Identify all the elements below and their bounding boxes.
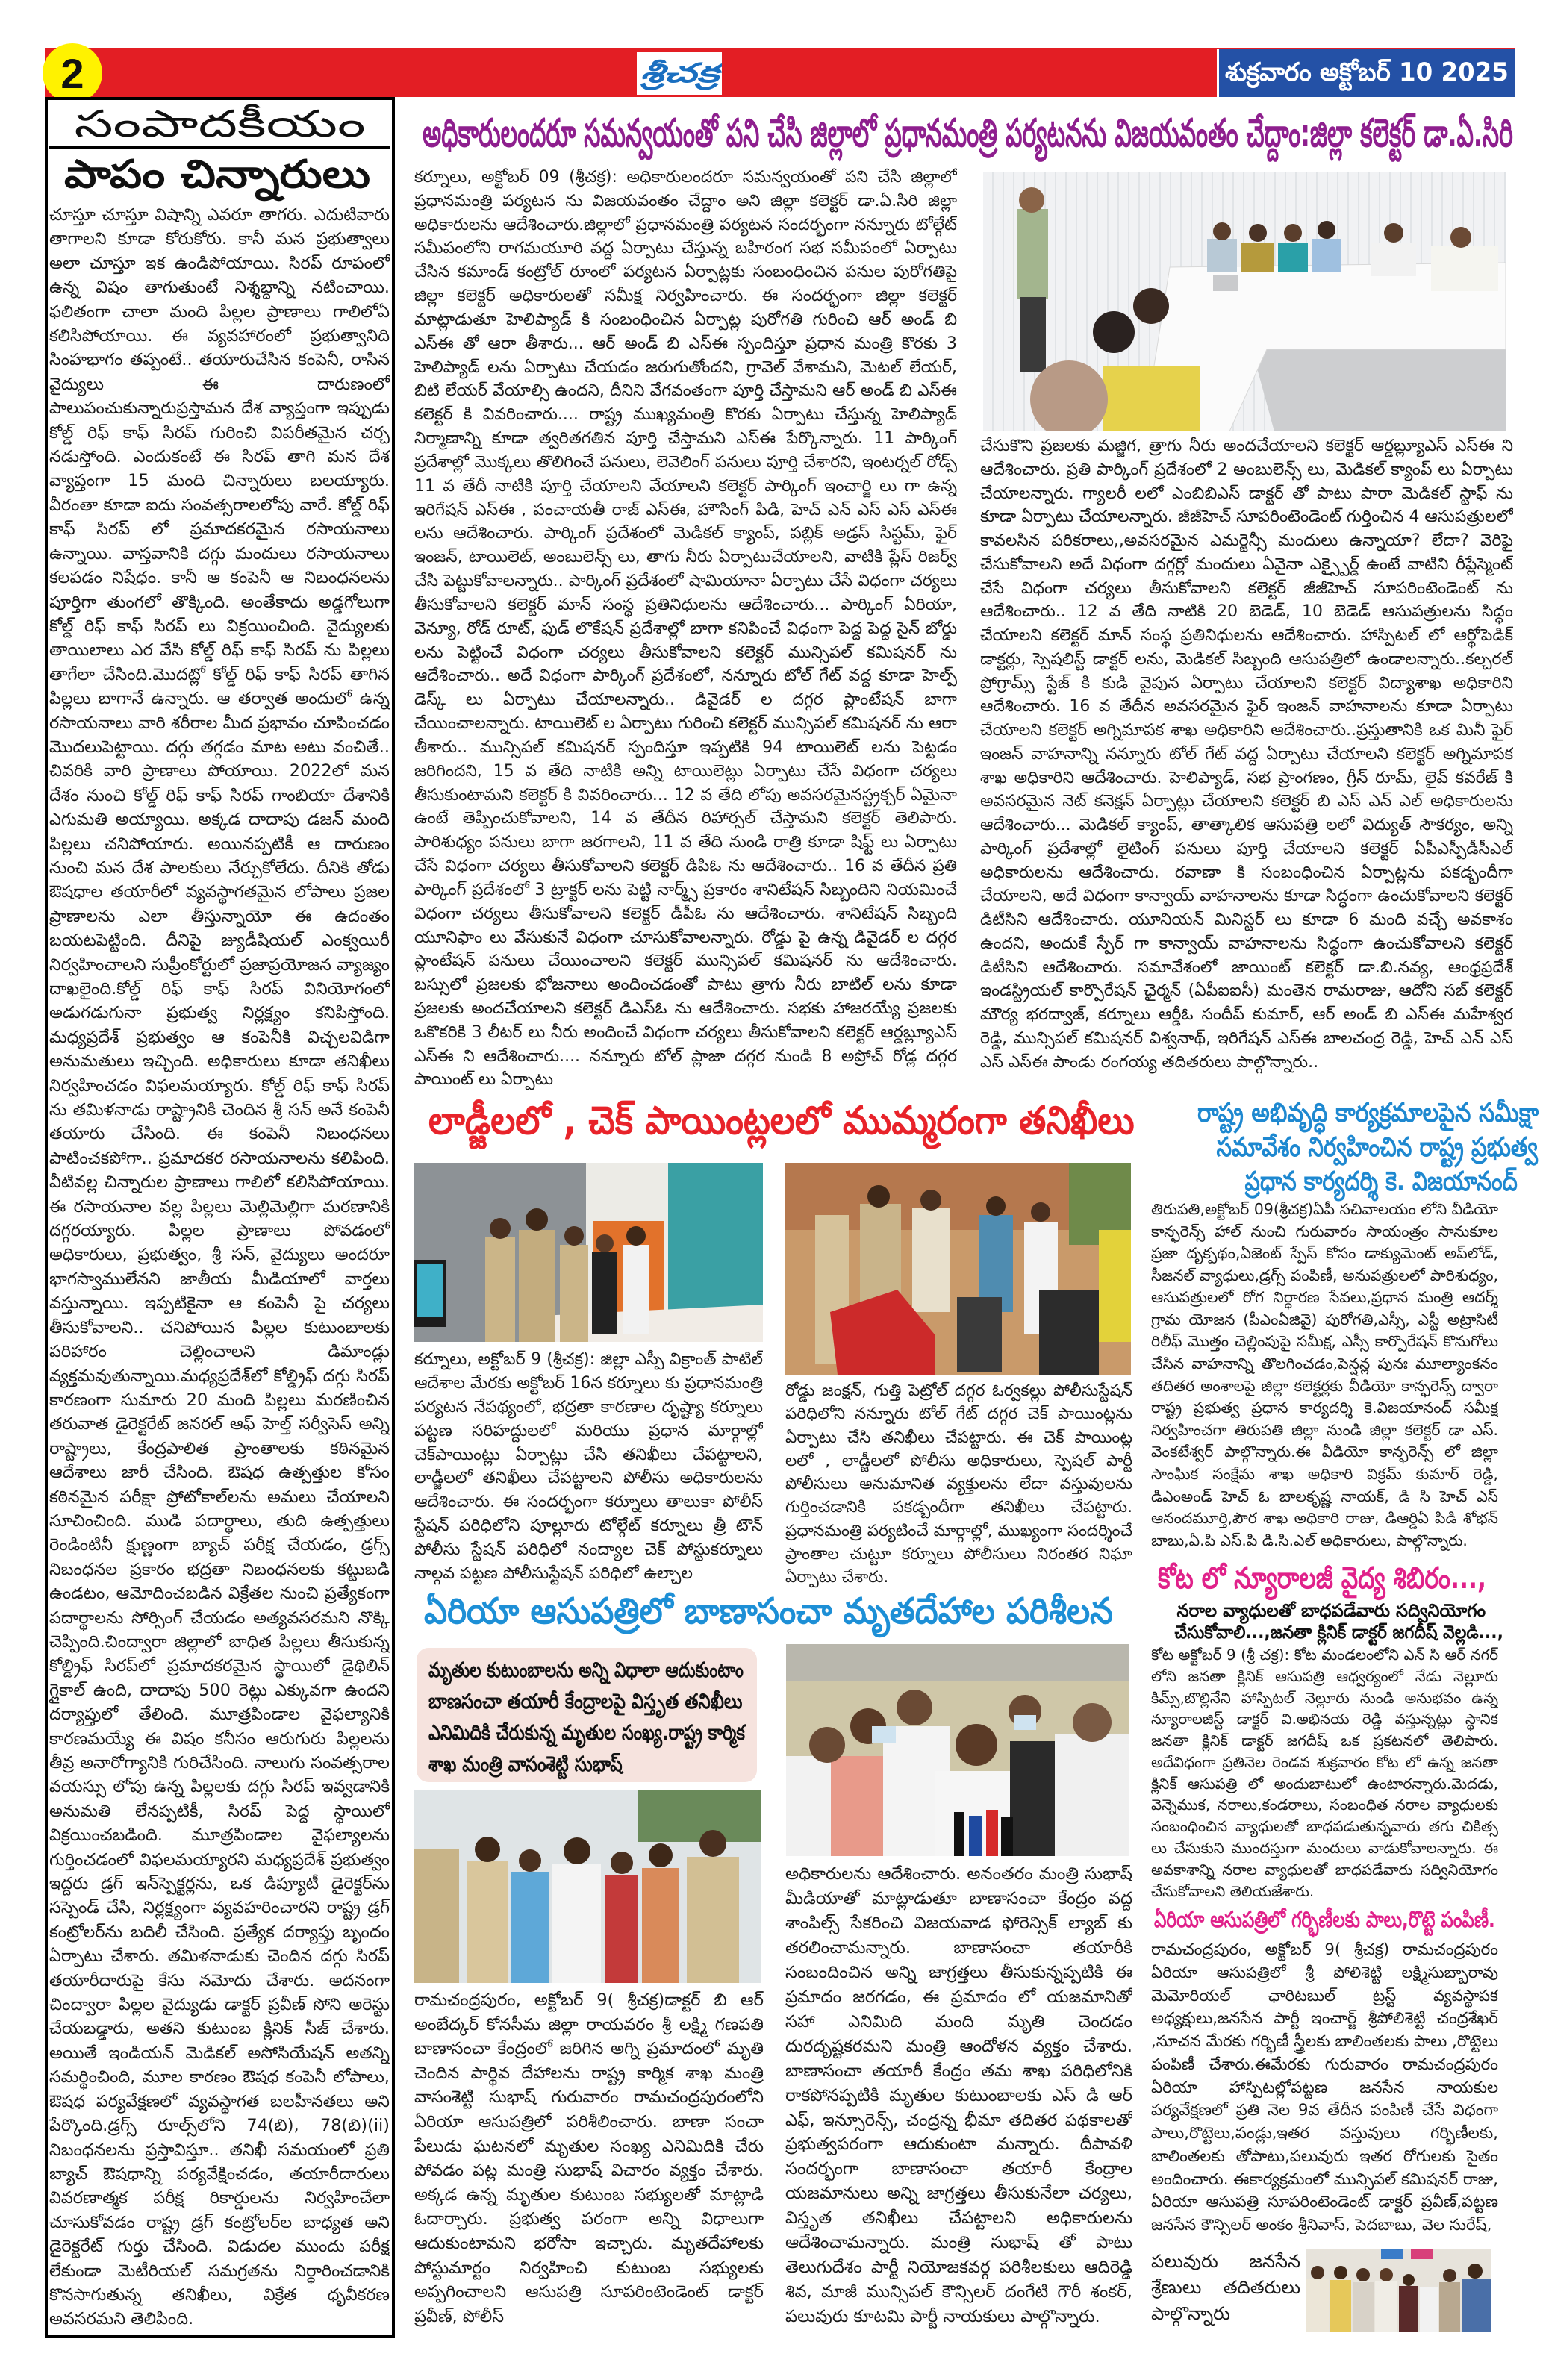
person-orange-shirt (642, 1868, 679, 1983)
head (564, 1226, 584, 1246)
editorial-section-title: సంపాదకీయం (74, 102, 367, 146)
head (1403, 2274, 1415, 2286)
review-meeting-headline-line-1: రాష్ట్ర అభివృద్ధి కార్యక్రమాలపైన సమీక్షా (1197, 1098, 1539, 1128)
face-mask (1014, 1715, 1036, 1730)
civilian-yellow-shirt (1099, 1230, 1131, 1342)
microphone (1001, 1817, 1013, 1856)
head (1380, 2268, 1393, 2281)
minister (552, 1864, 601, 1983)
editorial-body: చూస్తూ చూస్తూ విషాన్ని ఎవరూ తాగరు. ఎదుటివారు తాగాలని కూడా కోరుకోరు. కానీ మన ప్రభుత్వాలు అలా చూస్తూ ఇక ఉండిపోయాయి. సిరప్ రూపంలో ఉన్న విషం తాగుతుంటే నిశ్శబ్దాన్ని నటించాయి. ఫలితంగా చాలా మంది పిల్లల ప్రాణాలు గాలిలోఏ కలిసిపోయాయి. ఈ వ్యవహారంలో ప్రభుత్వానిది సింహభాగం తప్పంటే.. తయారుచేసిన కంపెనీ, రాసిన వైద్యులు ఈ దారుణంలో పాలుపంచుకున్నారుప్రస్తామన దేశ వ్యాప్తంగా ఇప్పుడు కోల్డ్ రిఫ్ కాఫ్ సిరప్ గురించి విపరీతమైన చర్చ నడుస్తోంది. ఎందుకంటే ఈ సిరప్ తాగి మన దేశ వ్యాప్తంగా 15 మంది చిన్నారులు బలయ్యారు. వీరంతా కూడా ఐదు సంవత్సరాలలోపు వారే. కోల్డ్ రిఫ్ కాఫ్ సిరప్ లో ప్రమాదకరమైన రసాయనాలు ఉన్నాయి. వాస్తవానికి దగ్గు మందులు రసాయనాలు కలపడం నిషేధం. కానీ ఆ కంపెనీ ఆ నిబంధనలను పూర్తిగా తుంగలో తొక్కింది. అంతేకాదు అడ్డగోలుగా కోల్డ్ రిఫ్ కాఫ్ సిరప్ లు విక్రయించింది. వైద్యులకు తాయిలాలు ఎర వేసి కోల్డ్ రిఫ్ కాఫ్ సిరప్ ను పిల్లలు తాగేలా చేసింది.మొదట్లో కోల్డ్ రిఫ్ కాఫ్ సిరప్ తాగిన పిల్లలు బాగానే ఉన్నారు. ఆ తర్వాత అందులో ఉన్న రసాయనాలు వారి శరీరాల మీద ప్రభావం చూపించడం మొదలుపెట్టాయి. దగ్గు తగ్గడం మాట అటు వంచితే.. చివరికి వారి ప్రాణాలు పోయాయి. 2022లో మన దేశం నుంచి కోల్డ్ రిఫ్ కాఫ్ సిరప్ గాంబియా దేశానికి ఎగుమతి అయ్యాయి. అక్కడ దాదాపు డజన్ మంది పిల్లలు చనిపోయారు. అయినప్పటికీ ఆ దారుణం నుంచి మన దేశ పాలకులు నేర్చుకోలేదు. దీనికి తోడు ఔషధాల తయారీలో వ్యవస్థాగతమైన లోపాలు ప్రజల ప్రాణాలను ఎలా తీస్తున్నాయో ఈ ఉదంతం బయటపెట్టింది. దీనిపై జ్యుడీషియల్ ఎంక్వయిరీ నిర్వహించాలని సుప్రీంకోర్టులో ప్రజాప్రయోజన వ్యాజ్యం దాఖలైంది.కోల్డ్ రిఫ్ కాఫ్ సిరప్ వినియోగంలో అడుగడుగునా ప్రభుత్వ నిర్లక్ష్యం కనిపిస్తోంది. మధ్యప్రదేశ్ ప్రభుత్వం ఆ కంపెనీకి విచ్చలవిడిగా అనుమతులు ఇచ్చింది. అధికారులు కూడా తనిఖీలు నిర్వహించడం విఫలమయ్యారు. కోల్డ్ రిఫ్ కాఫ్ సిరప్ ను తమిళనాడు రాష్ట్రానికి చెందిన శ్రీ సన్ అనే కంపెనీ తయారు చేసింది. ఈ కంపెనీ నిబంధనలు పాటించకపోగా.. ప్రమాదకర రసాయనాలను కలిపింది. వీటివల్ల చిన్నారుల ప్రాణాలు గాలిలో కలిసిపోయాయి. ఈ రసాయనాల వల్ల పిల్లలు మెల్లిమెల్లిగా మరణానికి దగ్గరయ్యారు. పిల్లల ప్రాణాలు పోవడంలో అధికారులు, ప్రభుత్వం, శ్రీ సన్, వైద్యులు అందరూ భాగస్వాములేనని జాతీయ మీడియాలో వార్తలు వస్తున్నాయి. ఇప్పటికైనా ఆ కంపెనీ పై చర్యలు తీసుకోవాలని.. చనిపోయిన పిల్లల కుటుంబాలకు పరిహారం చెల్లించాలని డిమాండ్లు వ్యక్తమవుతున్నాయి.మధ్యప్రదేశ్‌లో కోల్డ్రిఫ్ దగ్గు సిరప్ కారణంగా సుమారు 20 మంది పిల్లలు మరణించిన తరువాత డైరెక్టరేట్ జనరల్ ఆఫ్ హెల్త్ సర్వీసెస్ అన్ని రాష్ట్రాలు, కేంద్రపాలిత ప్రాంతాలకు కఠినమైన ఆదేశాలు జారీ చేసింది. ఔషధ ఉత్పత్తుల కోసం కఠినమైన పరీక్షా ప్రోటోకాల్‌లను అమలు చేయాలని సూచించింది. ముడి పదార్థాలు, తుది ఉత్పత్తులు రెండింటినీ క్షుణ్ణంగా బ్యాచ్ పరీక్ష చేయడం, డ్రగ్స్ నిబంధనల ప్రకారం భద్రతా నిబంధనలకు కట్టుబడి ఉండటం, ఆమోదించబడిన విక్రేతల నుంచి ప్రత్యేకంగా పదార్థాలను సోర్సింగ్ చేయడం అత్యవసరమని నొక్కి చెప్పింది.చింద్వారా జిల్లాలో బాధిత పిల్లలు తీసుకున్న కోల్డ్రిఫ్ సిరప్‌లో ప్రమాదకరమైన స్థాయిలో డైథిలిన్ గ్లైకాల్ ఉంది, దాదాపు 500 రెట్లు ఎక్కువగా ఉందని దర్యాప్తులో తేలింది. మూత్రపిండాల వైఫల్యానికి కారణమయ్యే ఈ విషం కనీసం ఆరుగురు పిల్లలను తీవ్ర అనారోగ్యానికి గురిచేసింది. నాలుగు సంవత్సరాల వయస్సు లోపు ఉన్న పిల్లలకు దగ్గు సిరప్ ఇవ్వడానికి అనుమతి లేనప్పటికీ, సిరప్ పెద్ద స్థాయిలో విక్రయించబడింది. మూత్రపిండాల వైఫల్యాలను గుర్తించడంలో విఫలమయ్యారని మధ్యప్రదేశ్ ప్రభుత్వం ఇద్దరు డ్రగ్ ఇన్‌స్పెక్టర్లను, ఒక డిప్యూటీ డైరెక్టర్‌ను సస్పెండ్ చేసి, నిర్లక్ష్యంగా వ్యవహరించారని రాష్ట్ర డ్రగ్ కంట్రోలర్‌ను బదిలీ చేసింది. ప్రత్యేక దర్యాప్తు బృందం ఏర్పాటు చేశారు. తమిళనాడుకు చెందిన దగ్గు సిరప్ తయారీదారుపై కేసు నమోదు చేశారు. అదనంగా చింద్వారా పిల్లల వైద్యుడు డాక్టర్ ప్రవీణ్ సోని అరెస్టు చేయబడ్డారు, అతని కుటుంబ క్లినిక్‌ సీజ్ చేశారు. అయితే ఇండియన్ మెడికల్ అసోసియేషన్ అతన్ని సమర్థించింది, మూల కారణం ఔషధ కంపెనీ లోపాలు, ఔషధ పర్యవేక్షణలో వ్యవస్థాగత బలహీనతలు అని పేర్కొంది.డ్రగ్స్ రూల్స్‌లోని 74(బి), 78(బి)(ii) నిబంధనలను ప్రస్తావిస్తూ.. తనిఖీ సమయంలో ప్రతి బ్యాచ్ ఔషధాన్ని పర్యవేక్షించడం, తయారీదారులు వివరణాత్మక పరీక్ష రికార్డులను నిర్వహించేలా చూసుకోవడం రాష్ట్ర డ్రగ్ కంట్రోలర్‌ల బాధ్యత అని డైరెక్టరేట్ గుర్తు చేసింది. విడుదల ముందు పరీక్ష లేకుండా మెటీరియల్ సమగ్రతను నిర్ధారించడానికి కొనసాగుతున్న తనిఖీలు, విక్రేత ధృవీకరణ అవసరమని తెలిపింది. (49, 205, 390, 2329)
seated-person (1241, 243, 1274, 272)
notice-board (1411, 2249, 1433, 2259)
head (1334, 2266, 1347, 2279)
head (1384, 223, 1403, 243)
seated-person (1312, 239, 1341, 272)
laptop (1213, 275, 1238, 291)
civilian-dark-shirt (592, 1252, 617, 1334)
neurology-camp-headline: కోట లో న్యూరాలజీ వైద్య శిబిరం..., (1158, 1561, 1486, 1596)
head (1031, 1202, 1050, 1222)
person-red-shirt (605, 1875, 638, 1983)
head (809, 1727, 845, 1763)
police-officer (485, 1237, 515, 1342)
newspaper-logo (637, 52, 722, 95)
page-number-badge (43, 43, 102, 103)
page-number: 2 (60, 49, 84, 97)
person (1462, 2279, 1491, 2332)
face-mask (872, 1726, 896, 1743)
head (564, 1837, 590, 1864)
police-officer (519, 1230, 555, 1342)
head (897, 1690, 932, 1725)
head (1284, 224, 1302, 242)
person-dark-shirt (1010, 1741, 1062, 1856)
head (611, 1852, 633, 1874)
police-officer (414, 1849, 459, 1983)
head (475, 1837, 500, 1862)
person (1420, 2287, 1438, 2332)
pm-visit-body-right: చేసుకొని ప్రజలకు మజ్జిగ, త్రాగు నీరు అందచేయాలని కలెక్టర్ ఆర్డబ్ల్యూఎస్ ఎస్ఈ ని ఆదేశించారు. ప్రతి పార్కింగ్ ప్రదేశంలో 2 అంబులెన్స్ లు, మెడికల్ క్యాంప్ లు ఏర్పాటు చేయాలన్నారు. గ్యాలరీ లలో ఎంబిబిఎస్ డాక్టర్ తో పాటు పారా మెడికల్ స్టాఫ్ ను కూడా ఏర్పాటు చేయాలన్నారు. జీజీహెచ్ సూపరింటెండెంట్ గుర్తించిన 4 ఆసుపత్రులలో కావలసిన పరికరాలు,,అవసరమైన ఎమర్జెన్సీ మందులు ఉన్నాయా? లేదా? వెరిఫై చేసుకోవాలని అదే విధంగా దగ్గర్లో మందులు ఏవైనా ఎక్స్పైర్డ్ ఉంటే వాటిని రీప్లేస్మెంట్ చేసే విధంగా చర్యలు తీసుకోవాలని కలెక్టర్ జీజీహెచ్ సూపరింటెండెంట్ ను ఆదేశించారు.. 12 వ తేది నాటికి 20 బెడెడ్, 10 బెడెడ్ ఆసుపత్రులను సిద్ధం చేయాలని కలెక్టర్ మాన్ సంస్థ ప్రతినిధులను ఆదేశించారు. హాస్పిటల్ లో ఆర్థోపెడిక్ డాక్టర్లు, స్పెషలిస్ట్ డాక్టర్ లను, మెడికల్ సిబ్బంది ఆసుపత్రిలో ఉండాలన్నారు..కల్చరల్ ప్రోగ్రామ్స్ స్టేజ్ కి కుడి వైపున ఏర్పాటు చేయాలని కలెక్టర్ విద్యాశాఖ అధికారిని ఆదేశించారు. 16 వ తేదీన అవసరమైన ఫైర్ ఇంజన్ వాహనాలను కూడా ఏర్పాటు చేయాలని కలెక్టర్ అగ్నిమాపక శాఖ అధికారిని ఆదేశించారు..ప్రస్తుతానికి ఒక మినీ ఫైర్ ఇంజన్ వాహనాన్ని నన్నూరు టోల్ గేట్ వద్ద ఏర్పాటు చేయాలని కలెక్టర్ అగ్నిమాపక శాఖ అధికారిని ఆదేశించారు. హెలిప్యాడ్, సభ ప్రాంగణం, గ్రీన్ రూమ్, లైవ్ కవరేజ్ కి అవసరమైన నెట్ కనెక్షన్ ఏర్పాట్లు చేయాలని కలెక్టర్ బి ఎస్ ఎన్ ఎల్ అధికారులను ఆదేశించారు... మెడికల్ క్యాంప్, తాత్కాలిక ఆసుపత్రి లలో విద్యుత్ సౌకర్యం, అన్ని పార్కింగ్ ప్రదేశాల్లో లైటింగ్ పనులు పూర్తి చేయాలని కలెక్టర్ ఏపీఎస్పీడీసీఎల్ అధికారులను ఆదేశించారు. రవాణా కి సంబంధించిన ఏర్పాట్లను పకడ్బందీగా చేయాలని, అదే విధంగా కాన్వాయ్ వాహనాలను కూడా సిద్ధంగా ఉంచుకోవాలని కలెక్టర్ డిటీసిని ఆదేశించారు. యూనియన్ మినిస్టర్ లు కూడా 6 మంది వచ్చే అవకాశం ఉందని, అందుకే స్పేర్ గా కాన్వాయ్ వాహనాలను సిద్ధంగా ఉంచుకోవాలని కలెక్టర్ డిటీసిని ఆదేశించారు. సమావేశంలో జాయింట్ కలెక్టర్ డా.బి.నవ్య, ఆంధ్రప్రదేశ్ ఇండస్ట్రియల్ కార్పొరేషన్ ఛైర్మన్ (ఏపీఐఐసీ) మంతెన రామరాజు, ఆదోని సబ్ కలెక్టర్ మౌర్య భరద్వాజ్, కర్నూలు ఆర్డీఓ సందీప్ కుమార్, ఆర్ అండ్ బి ఎస్ఈ మహేశ్వర రెడ్డి, మున్సిపల్ కమిషనర్ విశ్వనాథ్, ఇరిగేషన్ ఎస్ఈ బాలచంద్ర రెడ్డి, హెచ్ ఎన్ ఎస్ ఎస్ ఎస్ఈ పాండు రంగయ్య తదితరులు పాల్గొన్నారు.. (980, 437, 1513, 1072)
motorcycle (1039, 1290, 1099, 1375)
person (1330, 2280, 1351, 2332)
foreground-head (1133, 288, 1169, 324)
head (920, 1190, 941, 1211)
pm-visit-body-left: కర్నూలు, అక్టోబర్ 09 (శ్రీచక్ర): అధికారులందరూ సమన్వయంతో పని చేసి జిల్లాలో ప్రధానమంత్రి పర్యటన ను విజయవంతం చేద్దాం అని జిల్లా కలెక్టర్ డా.ఏ.సిరి జిల్లా అధికారులను ఆదేశించారు.జిల్లాలో ప్రధానమంత్రి పర్యటన సందర్భంగా నన్నూరు టోల్గేట్ సమీపంలోని రాగమయూరి వద్ద ఏర్పాటు చేస్తున్న బహిరంగ సభ సమీపంలో ఏర్పాటు చేసిన కమాండ్ కంట్రోల్ రూంలో పర్యటన ఏర్పాట్లకు సంబంధించిన పనుల పురోగతిపై జిల్లా కలెక్టర్ అధికారులతో సమీక్ష నిర్వహించారు. ఈ సందర్భంగా జిల్లా కలెక్టర్ మాట్లాడుతూ హెలిప్యాడ్ కి సంబంధించిన ఏర్పాట్ల పురోగతి గురించి ఆర్ అండ్ బి ఎస్ఈ తో ఆరా తీశారు... ఆర్ అండ్ బి ఎస్ఈ స్పందిస్తూ ప్రధాన మంత్రి కొరకు 3 హెలిప్యాడ్ లను ఏర్పాటు చేయడం జరుగుతోందని, గ్రావెల్ వేశామని, మెటల్ లేయర్, బిటి లేయర్ వేయాల్సి ఉందని, దీనిని వేగవంతంగా పూర్తి చేస్తామని ఆర్ అండ్ బి ఎస్ఈ కలెక్టర్ కి వివరించారు.... రాష్ట్ర ముఖ్యమంత్రి కొరకు ఏర్పాటు చేస్తున్న హెలిప్యాడ్ నిర్మాణాన్ని కూడా త్వరితగతిన పూర్తి చేస్తామని ఎస్ఈ పేర్కొన్నారు. 11 పార్కింగ్ ప్రదేశాల్లో మొక్కలు తొలిగించే పనులు, లెవెలింగ్ పనులు పూర్తి చేశారని, ఇంటర్నల్ రోడ్స్ 11 వ తేదీ నాటికి పూర్తి చేయాలని వేయాలని కలెక్టర్ పార్కింగ్ ఇంచార్జి లు గా ఉన్న ఇరిగేషన్ ఎస్ఈ , పంచాయతీ రాజ్ ఎస్ఈ, హౌసింగ్ పిడి, హెచ్ ఎన్ ఎస్ ఎస్ ఎస్ఈ లను ఆదేశించారు. పార్కింగ్ ప్రదేశంలో మెడికల్ క్యాంప్, పబ్లిక్ అడ్రస్ సిస్టమ్, ఫైర్ ఇంజన్, టాయిలెట్, అంబులెన్స్ లు, తాగు నీరు ఏర్పాటుచేయాలని, వాటికి ప్లేస్ రిజర్వ్ చేసి పెట్టుకోవాలన్నారు.. పార్కింగ్ ప్రదేశంలో షామియానా ఏర్పాటు చేసే విధంగా చర్యలు తీసుకోవాలని కలెక్టర్ మాన్ సంస్థ ప్రతినిధులను ఆదేశించారు... పార్కింగ్ ఏరియా, వెన్యూ, రోడ్ రూట్, ఫుడ్ లొకేషన్ ప్రదేశాల్లో బాగా కనిపించే విధంగా పెద్ద పెద్ద సైన్ బోర్డు లను పెట్టించే విధంగా చర్యలు తీసుకోవాలని కలెక్టర్ మున్సిపల్ కమిషనర్ ను ఆదేశించారు.. అదే విధంగా పార్కింగ్ ప్రదేశంలో, నన్నూరు టోల్ గేట్ వద్ద కూడా హెల్ప్ డెస్క్ లు ఏర్పాటు చేయాలన్నారు.. డివైడర్ ల దగ్గర ప్లాంటేషన్ బాగా చేయించాలన్నారు. టాయిలెట్ ల ఏర్పాటు గురించి కలెక్టర్ మున్సిపల్ కమిషనర్ ను ఆరా తీశారు.. మున్సిపల్ కమిషనర్ స్పందిస్తూ ఇప్పటికి 94 టాయిలెట్ లను పెట్టడం జరిగిందని, 15 వ తేది నాటికి అన్ని టాయిలెట్లు ఏర్పాటు చేసే విధంగా చర్యలు తీసుకుంటామని కలెక్టర్ కి వివరించారు... 12 వ తేది లోపు అవసరమైనస్ట్రక్చర్ ఏమైనా ఉంటే తెప్పించుకోవాలని, 14 వ తేదీన రిహార్సల్ చేస్తామని కలెక్టర్ తెలిపారు. పారిశుధ్యం పనులు బాగా జరగాలని, 11 వ తేది నుండి రాత్రి కూడా షిఫ్ట్ లు ఏర్పాటు చేసే విధంగా చర్యలు తీసుకోవాలని కలెక్టర్ డిపిఓ ను ఆదేశించారు.. 16 వ తేదీన ప్రతి పార్కింగ్ ప్రదేశంలో 3 ట్రాక్టర్ లను పెట్టి నార్మ్స్ ప్రకారం శానిటేషన్ సిబ్బందిని నియమించే విధంగా చర్యలు తీసుకోవాలని కలెక్టర్ డీపీఓ ను ఆదేశించారు. శానిటేషన్ సిబ్బంది యూనిఫాం లు వేసుకునే విధంగా చూసుకోవాలన్నారు. రోడ్డు పై ఉన్న డివైడర్ ల దగ్గర ప్లాంటేషన్ పనులు చేయించాలని కలెక్టర్ మున్సిపల్ కమిషనర్ ను ఆదేశించారు. బస్సులో ప్రజలకు భోజనాలు అందించడంతో పాటు త్రాగు నీరు బాటిల్ లను కూడా ప్రజలకు అందచేయాలని కలెక్టర్ డిఎస్ఓ ను ఆదేశించారు. సభకు హాజరయ్యే ప్రజలకు ఒకొకరికి 3 లీటర్ లు నీరు అందించే విధంగా చర్యలు తీసుకోవాలని కలెక్టర్ ఆర్డబ్ల్యూఎస్ ఎస్ఈ ని ఆదేశించారు.... నన్నూరు టోల్ ప్లాజా దగ్గర నుండి 8 అప్రోచ్ రోడ్ల దగ్గర పాయింట్ లు ఏర్పాటు (414, 168, 957, 1090)
head (1443, 2269, 1456, 2282)
milk-distribution-headline: ఏరియా ఆసుపత్రిలో గర్భిణీలకు పాలు,రొట్టె పంపిణీ. (1154, 1907, 1495, 1933)
head (1073, 1703, 1112, 1742)
head (867, 1185, 890, 1208)
head (1249, 224, 1267, 242)
hospital-photo-art (414, 1790, 761, 1983)
firecracker-body-right: అధికారులను ఆదేశించారు. అనంతరం మంత్రి సుభాష్ మీడియాతో మాట్లాడుతూ బాణాసంచా కేంద్రం వద్ద శాంపిల్స్ సేకరించి విజయవాడ ఫోరెన్సిక్ ల్యాబ్ కు తరలించామన్నారు. బాణాసంచా తయారీకి సంబందించిన అన్ని జాగ్రత్తలు తీసుకున్నప్పటికి ఈ ప్రమాదం జరగడం, ఈ ప్రమాదం లో యజమానితో సహా ఎనిమిది మంది మృతి చెందడం దురదృష్టకరమని మంత్రి ఆందోళన వ్యక్తం చేశారు. బాణాసంచా తయారీ కేంద్రం తమ శాఖ పరిధిలోనికి రాకపోనప్పటికి మృతుల కుటుంబాలకు ఎస్ డి ఆర్ ఎఫ్, ఇన్సూరెన్స్, చంద్రన్న భీమా తదితర పథకాలతో ప్రభుత్వపరంగా ఆదుకుంటా మన్నారు. దీపావళి సందర్భంగా బాణాసంచా తయారీ కేంద్రాల యజమానులు అన్ని జాగ్రత్తలు తీసుకునేలా చర్యలు, విస్తృత తనిఖీలు చేపట్టాలని అధికారులను ఆదేశించామన్నారు. మంత్రి సుభాష్ తో పాటు తెలుగుదేశం పార్టీ నియోజకవర్గ పరిశీలకులు ఆదిరెడ్డి శివ, మాజీ మున్సిపల్ కౌన్సిలర్ దంగేటి గౌరీ శంకర్, పలువురు కూటమి పార్టీ నాయకులు పాల్గొన్నారు. (785, 1864, 1132, 2327)
firecracker-headline: ఏరియా ఆసుపత్రిలో బాణాసంచా మృతదేహాల పరిశీలన (424, 1590, 1113, 1632)
head (596, 1234, 614, 1252)
issue-date: శుక్రవారం అక్టోబర్ 10 2025 (1225, 57, 1509, 87)
head (956, 1724, 997, 1766)
civilian-white-vest (623, 1245, 649, 1334)
lodge-checks-headline: లాడ్జీలలో , చెక్ పాయింట్లలలో ముమ్మరంగా తనిఖీలు (428, 1099, 1135, 1143)
firecracker-body-left: రామచంద్రపురం, అక్టోబర్ 9( శ్రీచక్ర)డాక్టర్ బి ఆర్ అంబేద్కర్ కోనసీమ జిల్లా రాయవరం శ్రీ లక్ష్మి గణపతి బాణాసంచా కేంద్రంలో జరిగిన అగ్ని ప్రమాదంలో మృతి చెందిన పార్థివ దేహాలను రాష్ట్ర కార్మిక శాఖ మంత్రి వాసంశెట్టి సుభాష్ గురువారం రామచంద్రపురంలోని ఏరియా ఆసుపత్రిలో పరిశీలించారు. బాణా సంచా పేలుడు ఘటనలో మృతుల సంఖ్య ఎనిమిదికి చేరు పోవడం పట్ల మంత్రి సుభాష్ విచారం వ్యక్తం చేశారు. అక్కడ ఉన్న మృతుల కుటుంబ సభ్యులతో మాట్లాడి ఓదార్చారు. ప్రభుత్వ పరంగా అన్ని విధాలుగా ఆదుకుంటామని భరోసా ఇచ్చారు. మృతదేహాలకు పోస్టుమార్టం నిర్వహించి కుటుంబ సభ్యులకు అప్పగించాలని ఆసుపత్రి సూపరింటెండెంట్ డాక్టర్ ప్రవీణ్, పోలీస్ (414, 1990, 764, 2326)
milk-distribution-body: రామచంద్రపురం, అక్టోబర్ 9( శ్రీచక్ర) రామచంద్రపురం ఏరియా ఆసుపత్రిలో శ్రీ పోలిశెట్టి లక్ష్మిసుబ్బారావు మెమోరియల్ ఛారిటబుల్ ట్రస్ట్ వ్యవస్థాపక అధ్యక్షులు,జనసేన పార్టీ ఇంచార్జ్ శ్రీపోలిశెట్టి చంద్రశేఖర్ ,సూచన మేరకు గర్భిణీ స్త్రీలకు బాలింతలకు పాలు ,రొట్టెలు పంపిణీ చేశారు.ఈమేరకు గురువారం రామచంద్రపురం ఏరియా హాస్పిటల్లోపట్టణ జనసేన నాయకుల పర్యవేక్షణలో ప్రతి నెల 9వ తేదీన పంపిణీ చేసే విధంగా పాలు,రొట్టెలు,పండ్లు,ఇతర వస్తువులు గర్భిణీలకు, బాలింతలకు తోపాటు,పలువురు ఇతర రోగులకు సైతం అందించారు. ఈకార్యక్రమంలో మున్సిపల్ కమిషనర్ రాజు, ఏరియా ఆసుపత్రి సూపరింటెండెంట్ డాక్టర్ ప్రవీణ్,పట్టణ జనసేన కౌన్సిలర్ అంకం శ్రీనివాస్, పెదబాబు, వెల సురేష్, (1151, 1940, 1498, 2235)
seated-person (1371, 243, 1416, 276)
police-officer (687, 1857, 739, 1983)
milk-distribution-body-wrap: పలువురు జనసేన శ్రేణులు తదితరులు పాల్గొన్నారు (1151, 2250, 1300, 2325)
photo-minister-at-hospital (414, 1790, 761, 1983)
head (649, 1843, 673, 1867)
neurology-camp-subheadline-line-1: నరాల వ్యాధులతో బాధపడేవారు సద్వినియోగం (1176, 1600, 1486, 1621)
person (1399, 2286, 1418, 2332)
lodge-checks-body-right: రోడ్డు జంక్షన్, గుత్తి పెట్రోల్ దగ్గర ఓర్వకల్లు పోలీసుస్టేషన్ పరిధిలోని నన్నూరు టోల్ గేట్ దగ్గర చెక్ పాయింట్లను ఏర్పాటు చేసి తనిఖీలు చేపట్టారు. ఈ చెక్ పాయింట్ల లలో , లాడ్జీలలో పోలీసు అధికారులు, స్పెషల్ పార్టీ పోలీసులు అనుమానిత వ్యక్తులను లేదా వస్తువులను గుర్తించడానికి పకడ్బందీగా తనిఖీలు చేపట్టారు. ప్రధానమంత్రి పర్యటించే మార్గాల్లో, ముఖ్యంగా సందర్శించే ప్రాంతాల చుట్టూ కర్నూలు పోలీసులు నిరంతర నిఘా ఏర్పాటు చేశారు. (785, 1381, 1132, 1587)
notice-board (1381, 2249, 1403, 2259)
microphone (986, 1810, 998, 1856)
microphone (954, 1812, 964, 1856)
photo-lodge-inspection (414, 1163, 763, 1342)
person (1306, 2279, 1329, 2332)
editorial-divider (49, 146, 390, 149)
microphone (969, 1816, 982, 1856)
review-meeting-headline-line-3: ప్రధాన కార్యదర్శి కె. విజయానంద్ (1244, 1166, 1518, 1197)
fence (786, 1644, 1129, 1681)
police-officer (912, 1208, 950, 1312)
pm-visit-headline: అధికారులందరూ సమన్వయంతో పని చేసి జిల్లాలో ప్రధానమంత్రి పర్యటనను విజయవంతం చేద్దాం:జిల్లా కలెక్టర్ డా.ఏ.సిరి (423, 111, 1513, 156)
tv-screen (417, 1264, 443, 1317)
highlight-line-2: బాణసంచా తయారీ కేంద్రాలపై విస్తృత తనిఖీలు (428, 1689, 743, 1714)
highlight-line-4: శాఖ మంత్రి వాసంశెట్టి సుభాష్ (428, 1752, 623, 1776)
person (1439, 2282, 1460, 2332)
trees (638, 1790, 761, 1842)
person-white-shirt (1055, 1734, 1129, 1856)
head (1311, 2266, 1324, 2279)
person (1353, 2282, 1374, 2332)
motorcycle (957, 1297, 1002, 1372)
police-officer (560, 1245, 588, 1342)
neurology-camp-subheadline-line-2: చేసుకోవాలి...,జనతా క్లినిక్ డాక్టర్ జగదీష్ వెల్లడి..., (1174, 1622, 1503, 1643)
head (519, 1849, 541, 1872)
person (1375, 2281, 1397, 2332)
lodge-photo-art (414, 1163, 763, 1342)
head (490, 1218, 511, 1239)
highlight-line-1: మృతుల కుటుంబాలను అన్ని విధాలా ఆదుకుంటాం (428, 1658, 744, 1682)
meeting-photo-art (983, 172, 1506, 431)
editorial-headline: పాపం చిన్నారులు (63, 152, 371, 197)
head (986, 1196, 1006, 1216)
head (1356, 2268, 1370, 2281)
floor (1252, 349, 1506, 431)
review-meeting-headline-line-2: సమావేశం నిర్వహించిన రాష్ట్ర ప్రభుత్వ (1216, 1132, 1538, 1163)
person-blue-shirt (511, 1872, 549, 1983)
head (699, 1830, 726, 1857)
milk-photo-art (1306, 2249, 1491, 2332)
foreground-head (1093, 311, 1135, 353)
photo-collector-review-meeting (983, 172, 1506, 431)
police-officer (467, 1861, 508, 1983)
head (1318, 221, 1335, 239)
date-box (1217, 49, 1515, 97)
media-photo-art (786, 1644, 1129, 1856)
seated-person (1278, 243, 1308, 272)
standing-man-head (1019, 187, 1044, 213)
lodge-checks-body-left: కర్నూలు, అక్టోబర్ 9 (శ్రీచక్ర): జిల్లా ఎస్పీ విక్రాంత్ పాటిల్ ఆదేశాల మేరకు అక్టోబర్ 16న కర్నూలు కు ప్రధానమంత్రి పర్యటన నేపథ్యంలో, భద్రతా కారణాల దృష్ట్యా కర్నూలు పట్టణ సరిహద్దులలో మరియు ప్రధాన మార్గాల్లో చెక్‌పాయింట్లు ఏర్పాట్లు చేసి తనిఖీలు చేపట్టాలని, లాడ్జీలలో తనిఖీలు చేపట్టాలని పోలీసు అధికారులను ఆదేశించారు. ఈ సందర్భంగా కర్నూలు తాలుకా పోలీస్ స్టేషన్ పరిధిలోని పూల్లూరు టోల్గేట్ కర్నూలు త్రీ టౌన్ పోలీసు స్టేషన్ పరిధిలో నంద్యాల చెక్ పోస్టుకర్నూలు నాల్గవ పట్టణ పోలీసుస్టేషన్ పరిధిలో ఉల్చాల (414, 1350, 763, 1583)
standing-man-shirt (1017, 209, 1048, 299)
review-meeting-body: తిరుపతి,అక్టోబర్ 09(శ్రీచక్ర)ఏపీ సచివాలయం లోని వీడియో కాన్ఫరెన్స్ హాల్ నుంచి గురువారం సాయంత్రం సానుకూల ప్రజా దృక్పథం,ఏజెంట్ స్పేస్ కోసం డాక్యుమెంట్ అప్‌లోడ్, సీజనల్ వ్యాధులు,డ్రగ్స్ పంపిణీ, అనుపత్రులలో పారిశుధ్యం, ఆసుపత్రులలో రోగ నిర్ధారణ సేవలు,ప్రధాన మంత్రి ఆదర్శ్ గ్రామ యోజన (పీఎంఏజివై) పురోగతి,ఎస్సీ, ఎస్టీ అట్రాసిటీ రిలీఫ్ మొత్తం చెల్లింపుపై సమీక్ష, ఎస్సీ కార్పొరేషన్ కొనుగోలు చేసిన వాహనాన్ని తొలగించడం,పెన్షన్ల పునః మూల్యాంకనం తదితర అంశాలపై జిల్లా కలెక్టర్లకు వీడియో కాన్ఫరెన్స్ ద్వారా రాష్ట్ర ప్రభుత్వ ప్రధాన కార్యదర్శి కె.విజయానంద్ సమీక్ష నిర్వహించగా తిరుపతి జిల్లా నుండి జిల్లా కలెక్టర్ డా ఎస్. వెంకటేశ్వర్ పాల్గొన్నారు.ఈ వీడియో కాన్ఫరెన్స్ లో జిల్లా సాంఘిక సంక్షేమ శాఖ అధికారి విక్రమ్ కుమార్ రెడ్డి, డిఎంఅండ్ హెచ్ ఓ బాలకృష్ణ నాయక్, డి సి హెచ్ ఎస్ ఆనందమూర్తి,పౌర శాఖ అధికారి రాజు, డిఆర్డిఏ పిడి శోభన్ బాబు,ఏ.పి ఎస్.పి డి.సి.ఎల్ అధికారులు, పాల్గొన్నారు. (1151, 1200, 1498, 1549)
head (526, 1208, 548, 1231)
neurology-camp-body: కోట అక్టోబర్ 9 (శ్రీ చక్ర): కోట మండలంలోని ఎన్ సి ఆర్ నగర్ లోని జనతా క్లినిక్ ఆసుపత్రి ఆధ్వర్యంలో నేడు నెల్లూరు కిమ్స్,బొల్లినేని హాస్పిటల్ నెల్లూరు నుండి అనుభవం ఉన్న న్యూరాలజిస్ట్ డాక్టర్ వి.అభినయ రెడ్డి వస్తున్నట్లు స్థానిక జనతా క్లినిక్ డాక్టర్ జగదీష్ ఒక ప్రకటనలో తెలిపారు. అదేవిధంగా ప్రతినెల రెండవ శుక్రవారం కోట లో ఉన్న జనతా క్లినిక్ ఆసుపత్రి లో అందుబాటులో ఉంటారన్నారు.మెదడు, వెన్నెముక, నరాలు,కండరాలు, సంబంధిత నరాల వ్యాధులకు సంబంధించిన వ్యాధులతో బాధపడుతున్నవారు తగు చికిత్స లు చేసుకుని ముందస్తుగా మందులు వాడుకోవాలన్నారు. ఈ అవకాశాన్ని నరాల వ్యాధులతో బాధపడేవారు సద్వినియోగం చేసుకోవాలని తెలియజేశారు. (1151, 1646, 1498, 1900)
logo-text: శ్రీచక్ర (640, 58, 719, 89)
checkpoint-photo-art (785, 1163, 1131, 1375)
head (1213, 222, 1231, 240)
head (626, 1226, 646, 1246)
seated-person (1431, 246, 1498, 291)
standing-man-trousers (1020, 297, 1046, 372)
photo-milk-distribution (1306, 2249, 1491, 2332)
photo-minister-media-interaction (786, 1644, 1129, 1856)
head (1468, 2264, 1483, 2279)
photo-checkpoint-inspection (785, 1163, 1131, 1375)
highlight-line-3: ఎనిమిదికి చేరుకున్న మృతుల సంఖ్య.రాష్ట్ర కార్మిక (428, 1720, 745, 1745)
person-checked-shirt (831, 1756, 891, 1856)
head (1450, 227, 1471, 248)
seated-person (1207, 239, 1237, 272)
foreground-person-yellow (1103, 366, 1200, 431)
